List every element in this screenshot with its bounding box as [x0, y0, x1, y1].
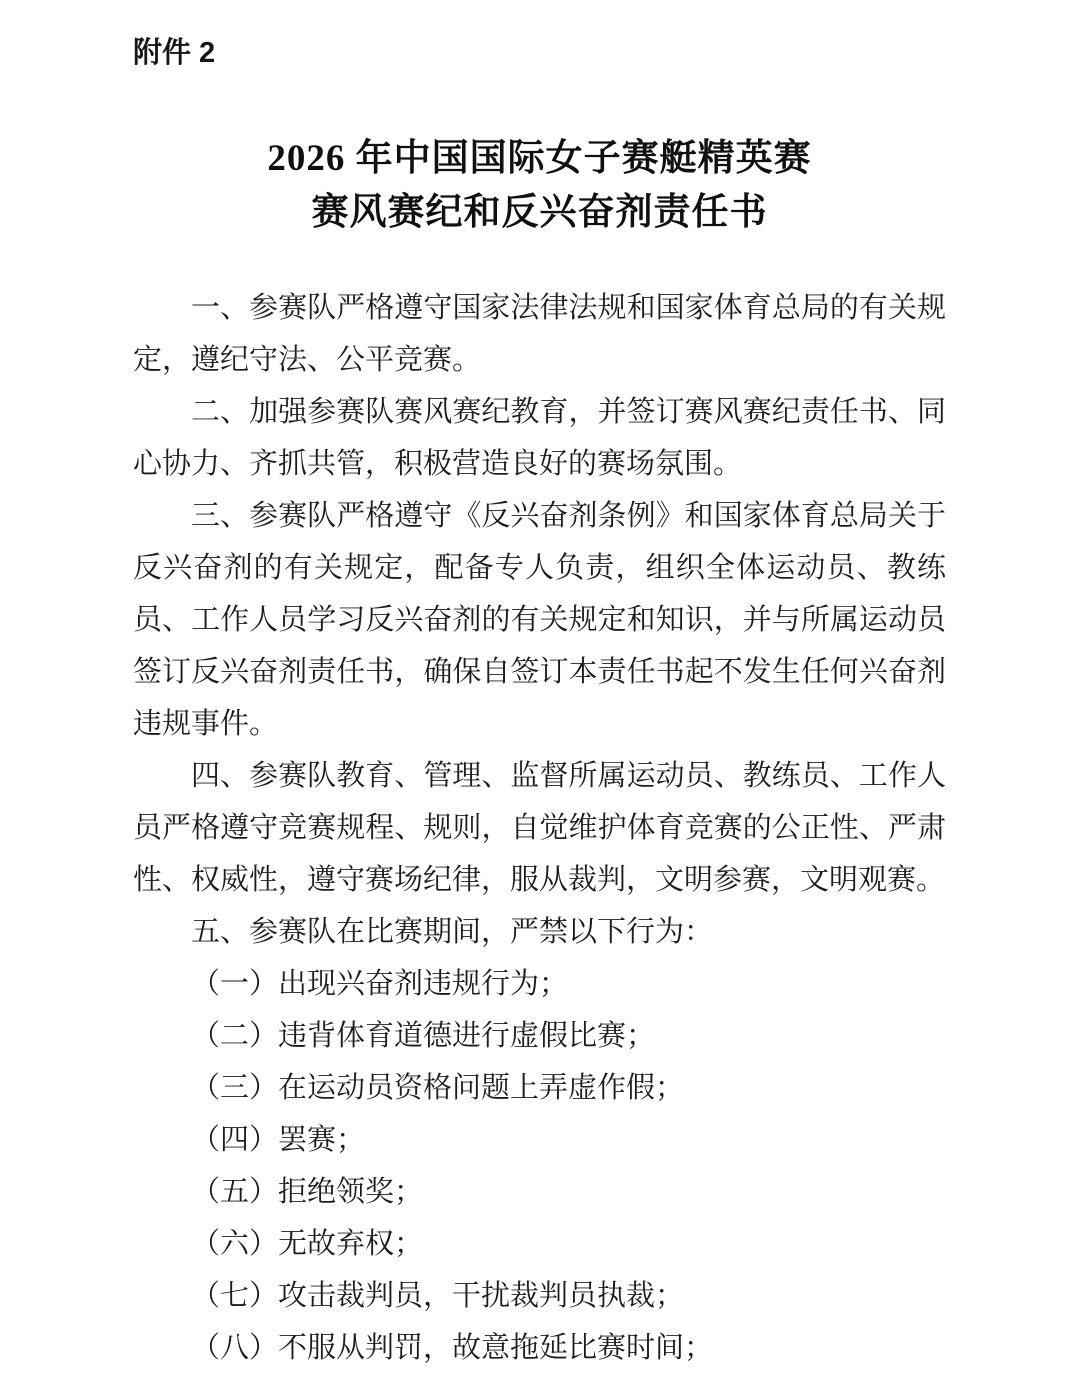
prohibited-item-5: （五）拒绝领奖；	[191, 1176, 424, 1208]
prohibited-item-4: （四）罢赛；	[191, 1124, 366, 1156]
document-body	[133, 282, 946, 1374]
paragraph-1: 一、参赛队严格遵守国家法律法规和国家体育总局的有关规定，遵纪守法、公平竞赛。	[133, 292, 946, 376]
prohibited-item-7: （七）攻击裁判员，干扰裁判员执裁；	[191, 1280, 685, 1312]
prohibited-behaviors-list	[133, 958, 946, 1374]
paragraph-3: 三、参赛队严格遵守《反兴奋剂条例》和国家体育总局关于反兴奋剂的有关规定，配备专人负责，组织全体运动员、教练员、工作人员学习反兴奋剂的有关规定和知识，并与所属运动员签订反兴奋剂责任书，确保自签订本责任书起不发生任何兴奋剂违规事件。	[133, 500, 946, 740]
document-title-line-2: 赛风赛纪和反兴奋剂责任书	[311, 192, 768, 233]
attachment-label: 附件 2	[133, 37, 216, 69]
prohibited-item-3: （三）在运动员资格问题上弄虚作假；	[191, 1072, 685, 1104]
paragraph-4: 四、参赛队教育、管理、监督所属运动员、教练员、工作人员严格遵守竞赛规程、规则，自觉维护体育竞赛的公正性、严肃性、权威性，遵守赛场纪律，服从裁判，文明参赛，文明观赛。	[133, 760, 946, 896]
document-title	[133, 132, 946, 240]
prohibited-item-2: （二）违背体育道德进行虚假比赛；	[191, 1020, 656, 1052]
paragraph-5: 五、参赛队在比赛期间，严禁以下行为：	[191, 916, 714, 948]
prohibited-item-8: （八）不服从判罚，故意拖延比赛时间；	[191, 1332, 714, 1364]
prohibited-item-1: （一）出现兴奋剂违规行为；	[191, 968, 569, 1000]
prohibited-item-6: （六）无故弃权；	[191, 1228, 424, 1260]
paragraph-2: 二、加强参赛队赛风赛纪教育，并签订赛风赛纪责任书、同心协力、齐抓共管，积极营造良好的赛场氛围。	[133, 396, 946, 480]
document-title-line-1: 2026 年中国国际女子赛艇精英赛	[267, 138, 812, 179]
